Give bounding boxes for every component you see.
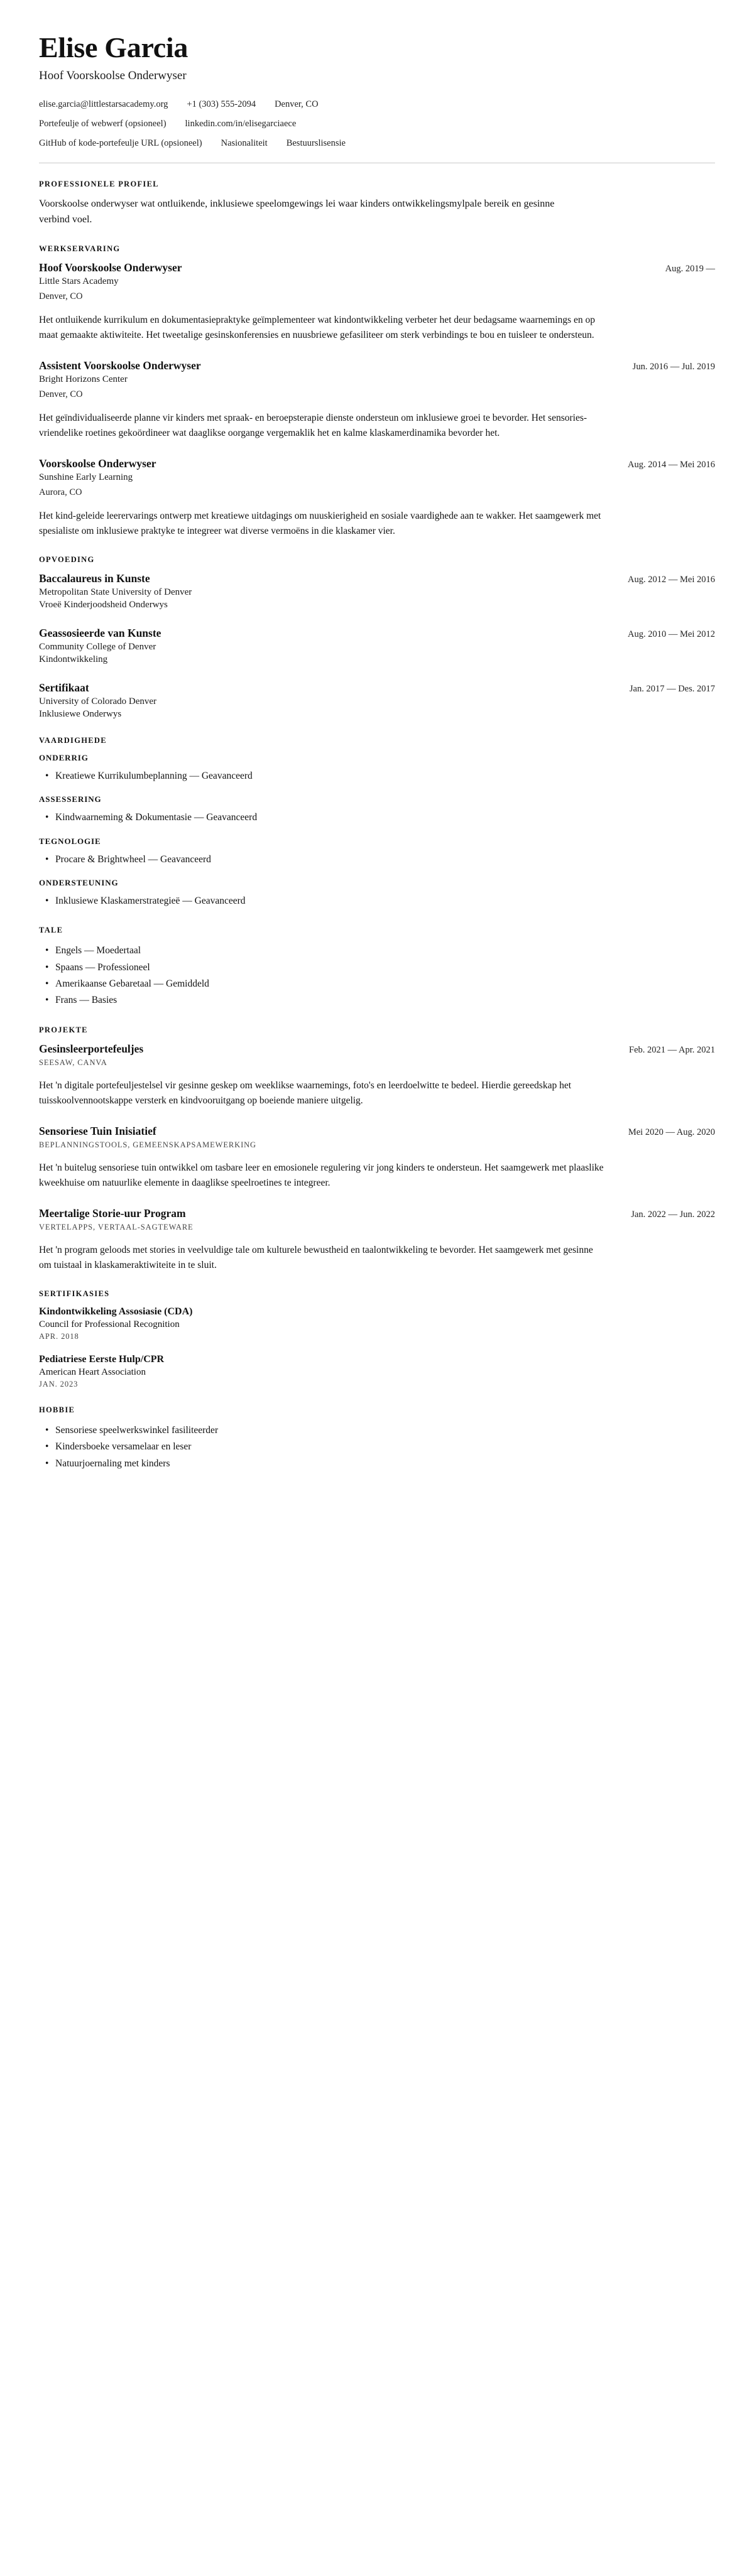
contact-nationality: Nasionaliteit [221, 138, 268, 149]
experience-description: Het ontluikende kurrikulum en dokumentasiepraktyke geïmplementeer wat kindontwikkeling verbeter het deur bedagsame waarnemings en op maat gemaakte aktiwiteite. Het tweetalige gesinskonferensies en nuusbriewe gefasiliteer om sterk verbindings te bou en tuisleer te ondersteun. [39, 314, 595, 340]
experience-date: Aug. 2019 — [665, 263, 715, 274]
certification-name: Pediatriese Eerste Hulp/CPR [39, 1353, 165, 1365]
education-degree: Geassosieerde van Kunste [39, 626, 161, 639]
experience-location: Aurora, CO [39, 487, 82, 497]
education-school: Metropolitan State University of Denver [39, 587, 192, 597]
section-title-skills: VAARDIGHEDE [39, 735, 107, 745]
skill-group-name: ASSESSERING [39, 794, 102, 804]
experience-company: Bright Horizons Center [39, 374, 128, 384]
project-date: Feb. 2021 — Apr. 2021 [629, 1044, 715, 1055]
experience-title: Assistent Voorskoolse Onderwyser [39, 359, 201, 372]
contact-driving-license: Bestuurslisensie [286, 138, 346, 149]
experience-entry-head [39, 261, 715, 274]
experience-description: Het kind-geleide leerervarings ontwerp met kreatiewe uitdagings om nuuskierigheid en sosiale vaardighede aan te wakker. Het saamgewerk met spesialiste om inklusiewe praktyke te integreer wat diverse vermoëns in die klaskamer vier. [39, 510, 601, 536]
skill-list [39, 852, 715, 868]
skill-list [39, 893, 715, 909]
list-item: • Sensoriese speelwerkswinkel fasiliteerder [55, 1422, 715, 1439]
skill-list [39, 809, 715, 826]
section-title-languages: TALE [39, 926, 63, 935]
skill-group-name: ONDERRIG [39, 752, 89, 762]
certification-entry [39, 1306, 715, 1341]
contact-linkedin[interactable]: linkedin.com/in/elisegarciaece [185, 119, 297, 129]
education-field: Kindontwikkeling [39, 654, 108, 664]
skill-group [39, 794, 715, 826]
contact-row-1 [39, 99, 715, 110]
education-field: Vroeë Kinderjoodsheid Onderwys [39, 599, 168, 610]
experience-title: Hoof Voorskoolse Onderwyser [39, 261, 182, 274]
project-description: Het 'n buitelug sensoriese tuin ontwikkel om tasbare leer en emosionele regulering vir jong kinders te ondersteun. Het saamgewerk met plaaslike kweekhuise om natuurlike elemente in daaglikse speelroetines te integreer. [39, 1162, 604, 1188]
list-item: • Engels — Moedertaal [55, 943, 715, 959]
education-entry-head [39, 681, 715, 695]
experience-date: Jun. 2016 — Jul. 2019 [632, 361, 715, 372]
list-item: • Inklusiewe Klaskamerstrategieë — Geavanceerd [55, 893, 715, 909]
project-title: Meertalige Storie-uur Program [39, 1206, 186, 1220]
certification-name: Kindontwikkeling Assosiasie (CDA) [39, 1306, 193, 1317]
section-projects [39, 1026, 715, 1273]
experience-company: Little Stars Academy [39, 276, 119, 286]
experience-entry [39, 261, 715, 343]
education-entry [39, 627, 715, 665]
project-tags: VERTELAPPS, VERTAAL-SAGTEWARE [39, 1222, 194, 1231]
list-item: • Kindersboeke versamelaar en leser [55, 1439, 715, 1455]
section-certifications [39, 1289, 715, 1389]
list-item: • Natuurjoernaling met kinders [55, 1456, 715, 1472]
education-date: Jan. 2017 — Des. 2017 [629, 683, 715, 694]
certification-issuer: Council for Professional Recognition [39, 1319, 180, 1329]
section-education [39, 555, 715, 720]
project-entry-head [39, 1207, 715, 1220]
project-title: Sensoriese Tuin Inisiatief [39, 1124, 156, 1137]
contact-email[interactable]: elise.garcia@littlestarsacademy.org [39, 99, 168, 110]
project-description: Het 'n program geloods met stories in veelvuldige tale om kulturele bewustheid en taalontwikkeling te bevorder. Het saamgewerk met gesinne om tuistaal in klaskameraktiwiteite in te sluit. [39, 1244, 593, 1270]
hobby-list [39, 1422, 715, 1472]
summary-text: Voorskoolse onderwyser wat ontluikende, inklusiewe speelomgewings lei waar kinders ontwikkelingsmylpale bereik en gesinne verbind voel. [39, 198, 555, 225]
experience-description: Het geïndividualiseerde planne vir kinders met spraak- en beroepsterapie dienste ondersteun om inklusiewe groei te bevorder. Het sensories-vriendelike roetines gekoördineer wat daaglikse oorgange vergemaklik het en kalme klaskamerdinamika bevorder het. [39, 412, 587, 438]
section-title-hobbies: HOBBIE [39, 1405, 75, 1414]
section-title-education: OPVOEDING [39, 555, 95, 564]
skill-group-name: TEGNOLOGIE [39, 836, 101, 846]
experience-entry [39, 457, 715, 539]
list-item: • Spaans — Professioneel [55, 960, 715, 976]
contact-row-3 [39, 138, 715, 149]
contact-row-2 [39, 119, 715, 129]
education-school: University of Colorado Denver [39, 696, 157, 706]
section-hobbies [39, 1405, 715, 1472]
section-experience [39, 244, 715, 539]
education-date: Aug. 2010 — Mei 2012 [628, 629, 715, 639]
project-date: Mei 2020 — Aug. 2020 [628, 1127, 715, 1137]
section-title-summary: PROFESSIONELE PROFIEL [39, 180, 159, 189]
education-degree: Sertifikaat [39, 681, 89, 694]
experience-entry [39, 359, 715, 441]
list-item: • Procare & Brightwheel — Geavanceerd [55, 852, 715, 868]
project-entry-head [39, 1042, 715, 1056]
skill-list [39, 768, 715, 784]
education-entry-head [39, 627, 715, 640]
education-entry [39, 572, 715, 610]
project-entry [39, 1042, 715, 1108]
project-tags: SEESAW, CANVA [39, 1058, 107, 1067]
experience-entry-head [39, 359, 715, 372]
list-item: • Amerikaanse Gebaretaal — Gemiddeld [55, 976, 715, 992]
skill-group [39, 753, 715, 784]
education-school: Community College of Denver [39, 641, 156, 652]
certification-issuer: American Heart Association [39, 1366, 146, 1377]
list-item: • Kreatiewe Kurrikulumbeplanning — Geavanceerd [55, 768, 715, 784]
contact-portfolio[interactable]: Portefeulje of webwerf (opsioneel) [39, 119, 167, 129]
certification-date: APR. 2018 [39, 1331, 79, 1341]
experience-company: Sunshine Early Learning [39, 472, 133, 482]
education-degree: Baccalaureus in Kunste [39, 571, 150, 585]
experience-date: Aug. 2014 — Mei 2016 [628, 459, 715, 470]
section-skills [39, 736, 715, 909]
project-date: Jan. 2022 — Jun. 2022 [631, 1209, 715, 1220]
list-item: • Frans — Basies [55, 992, 715, 1009]
list-item: • Kindwaarneming & Dokumentasie — Geavanceerd [55, 809, 715, 826]
project-entry-head [39, 1125, 715, 1138]
experience-location: Denver, CO [39, 389, 83, 399]
education-entry-head [39, 572, 715, 585]
section-title-certifications: SERTIFIKASIES [39, 1289, 110, 1298]
project-tags: BEPLANNINGSTOOLS, GEMEENSKAPSAMEWERKING [39, 1140, 256, 1149]
certification-entry [39, 1354, 715, 1389]
project-entry [39, 1207, 715, 1273]
contact-phone: +1 (303) 555-2094 [187, 99, 256, 110]
section-summary [39, 180, 715, 228]
project-title: Gesinsleerportefeuljes [39, 1042, 144, 1055]
contact-location: Denver, CO [275, 99, 319, 110]
skill-group-name: ONDERSTEUNING [39, 878, 119, 888]
experience-title: Voorskoolse Onderwyser [39, 457, 156, 470]
language-list [39, 943, 715, 1009]
section-title-projects: PROJEKTE [39, 1025, 88, 1034]
experience-entry-head [39, 457, 715, 470]
skill-group [39, 878, 715, 909]
experience-location: Denver, CO [39, 291, 83, 301]
education-field: Inklusiewe Onderwys [39, 708, 122, 719]
page-title: Elise Garcia [39, 31, 188, 63]
headline: Hoof Voorskoolse Onderwyser [39, 69, 187, 83]
project-entry [39, 1125, 715, 1191]
skill-group [39, 836, 715, 868]
contact-github[interactable]: GitHub of kode-portefeulje URL (opsioneel) [39, 138, 202, 149]
certification-date: JAN. 2023 [39, 1379, 79, 1388]
education-entry [39, 681, 715, 720]
education-date: Aug. 2012 — Mei 2016 [628, 574, 715, 585]
section-title-experience: WERKSERVARING [39, 244, 121, 253]
section-languages [39, 926, 715, 1009]
project-description: Het 'n digitale portefeuljestelsel vir gesinne geskep om weeklikse waarnemings, foto's en leerdoelwitte te bedeel. Hierdie gereedskap het tuisskoolvennootskappe versterk en kindvooruitgang op boeiende maniere uitgelig. [39, 1080, 572, 1106]
